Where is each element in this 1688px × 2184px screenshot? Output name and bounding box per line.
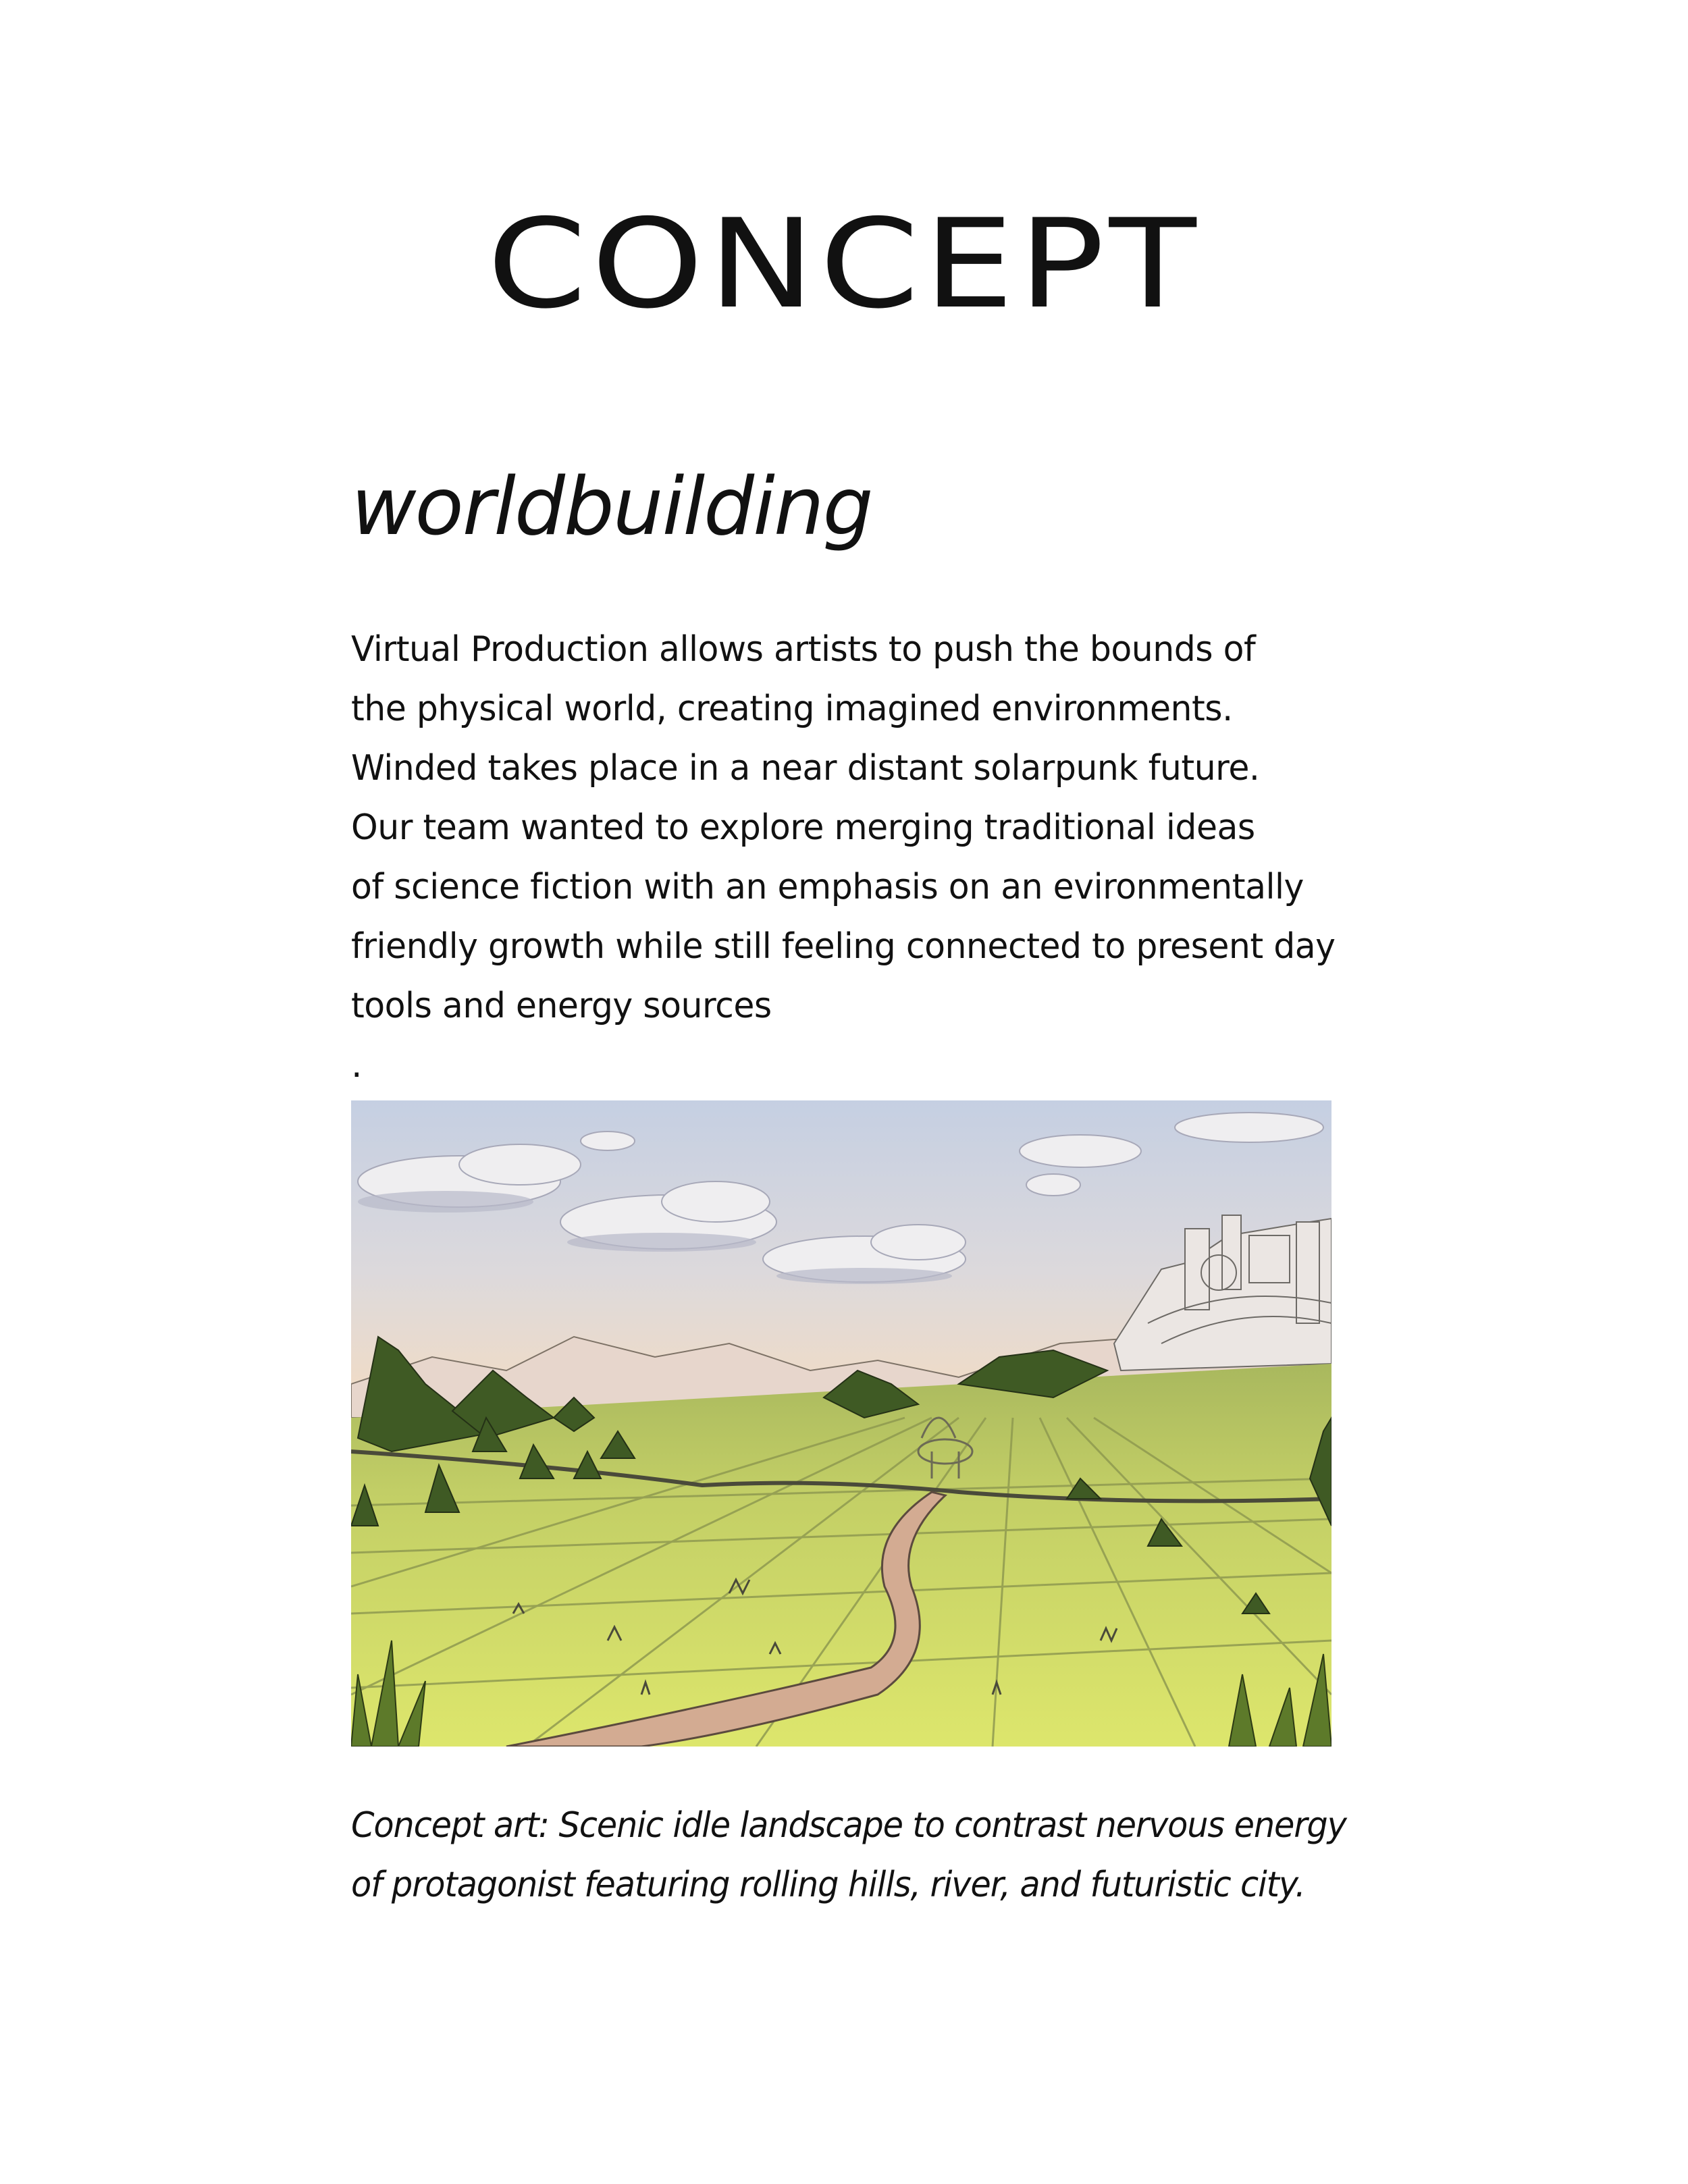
- body-paragraph: [351, 620, 1377, 1095]
- body-line: Winded takes place in a near distant solarpunk future.: [351, 748, 1260, 789]
- body-line: Our team wanted to explore merging traditional ideas: [351, 807, 1255, 848]
- body-line: tools and energy sources: [351, 986, 772, 1026]
- body-line: Virtual Production allows artists to push the bounds of: [351, 629, 1256, 670]
- caption-line: of protagonist featuring rolling hills, river, and futuristic city.: [351, 1865, 1305, 1905]
- page-title: CONCEPT: [487, 192, 1201, 336]
- section-heading: worldbuilding: [351, 460, 872, 553]
- image-caption: [351, 1796, 1404, 1915]
- trailing-period: .: [351, 1045, 363, 1086]
- body-line: the physical world, creating imagined environments.: [351, 689, 1233, 729]
- caption-line: Concept art: Scenic idle landscape to contrast nervous energy: [351, 1805, 1346, 1846]
- body-line: friendly growth while still feeling connected to present day: [351, 926, 1336, 967]
- body-line: of science fiction with an emphasis on an evironmentally: [351, 867, 1304, 907]
- concept-art-image: [351, 1100, 1331, 1747]
- landscape-illustration-icon: [351, 1100, 1331, 1747]
